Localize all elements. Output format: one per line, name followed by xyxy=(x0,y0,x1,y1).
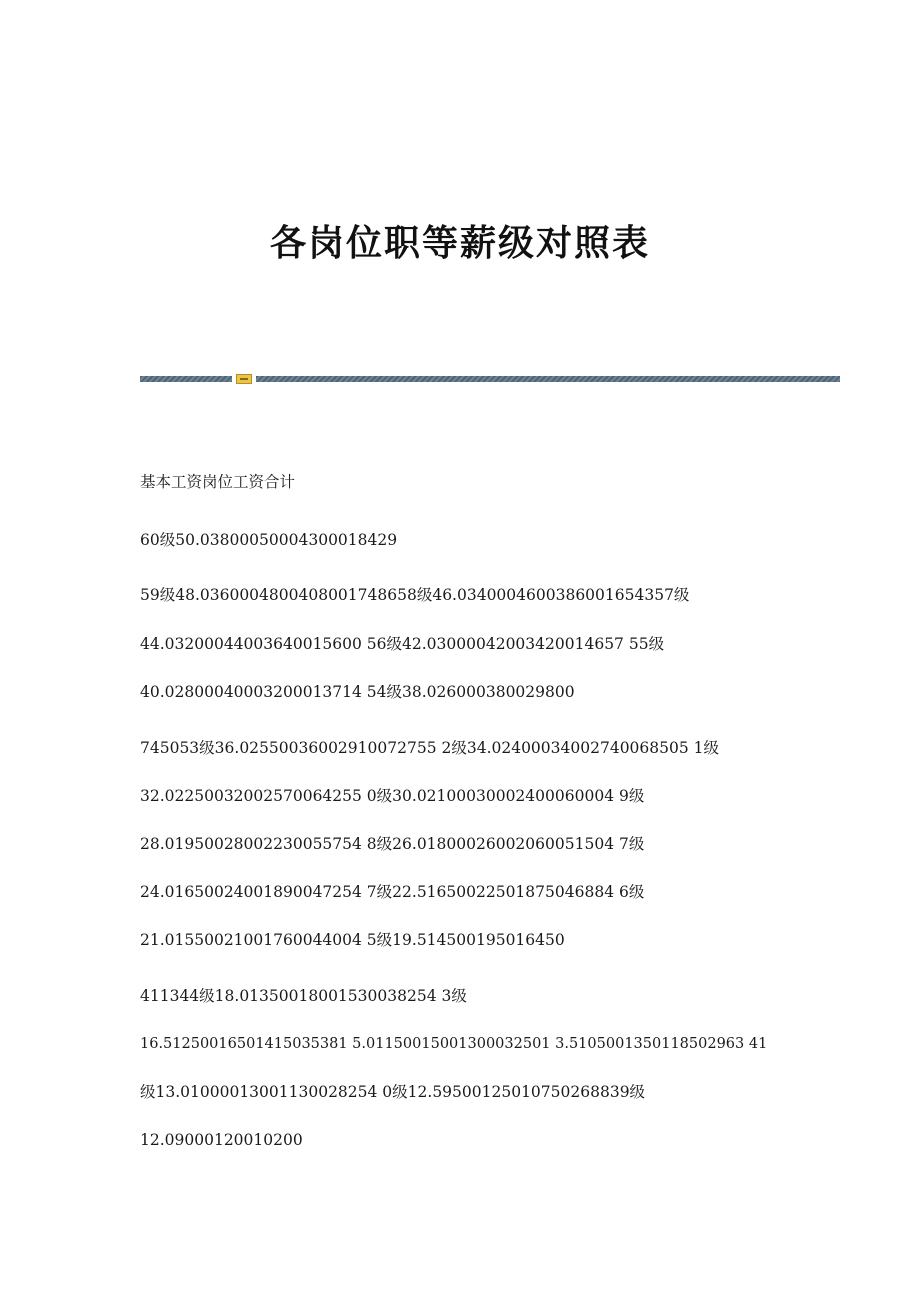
text-line: 44.03200044003640015600 56级42.03000042003420014657 55级 xyxy=(140,635,665,653)
page-title: 各岗位职等薪级对照表 xyxy=(269,222,650,264)
text-line: 24.01650024001890047254 7级22.51650022501875046884 6级 xyxy=(140,883,645,901)
text-line: 16.51250016501415035381 5.01150015001300032501 3.5105001350118502963 41 xyxy=(140,1036,768,1052)
text-line-header: 基本工资岗位工资合计 xyxy=(140,473,296,491)
divider-bar-left xyxy=(140,376,232,382)
text-line: 40.02800040003200013714 54级38.026000380029800 xyxy=(140,683,575,701)
divider-bar-right xyxy=(256,376,840,382)
divider-ornament-icon xyxy=(236,374,252,384)
text-line: 12.09000120010200 xyxy=(140,1131,303,1149)
text-line: 级13.01000013001130028254 0级12.59500125010750268839级 xyxy=(140,1083,646,1101)
text-line: 60级50.03800050004300018429 xyxy=(140,531,398,549)
text-line: 28.01950028002230055754 8级26.01800026002060051504 7级 xyxy=(140,835,645,853)
text-line: 59级48.0360004800408001748658级46.0340004600386001654357级 xyxy=(140,586,690,604)
title-divider xyxy=(140,374,840,384)
text-line: 32.02250032002570064255 0级30.02100030002400060004 9级 xyxy=(140,787,645,805)
text-line: 411344级18.01350018001530038254 3级 xyxy=(140,987,467,1005)
text-line: 745053级36.02550036002910072755 2级34.02400034002740068505 1级 xyxy=(140,739,720,757)
text-line: 21.01550021001760044004 5级19.514500195016450 xyxy=(140,931,565,949)
